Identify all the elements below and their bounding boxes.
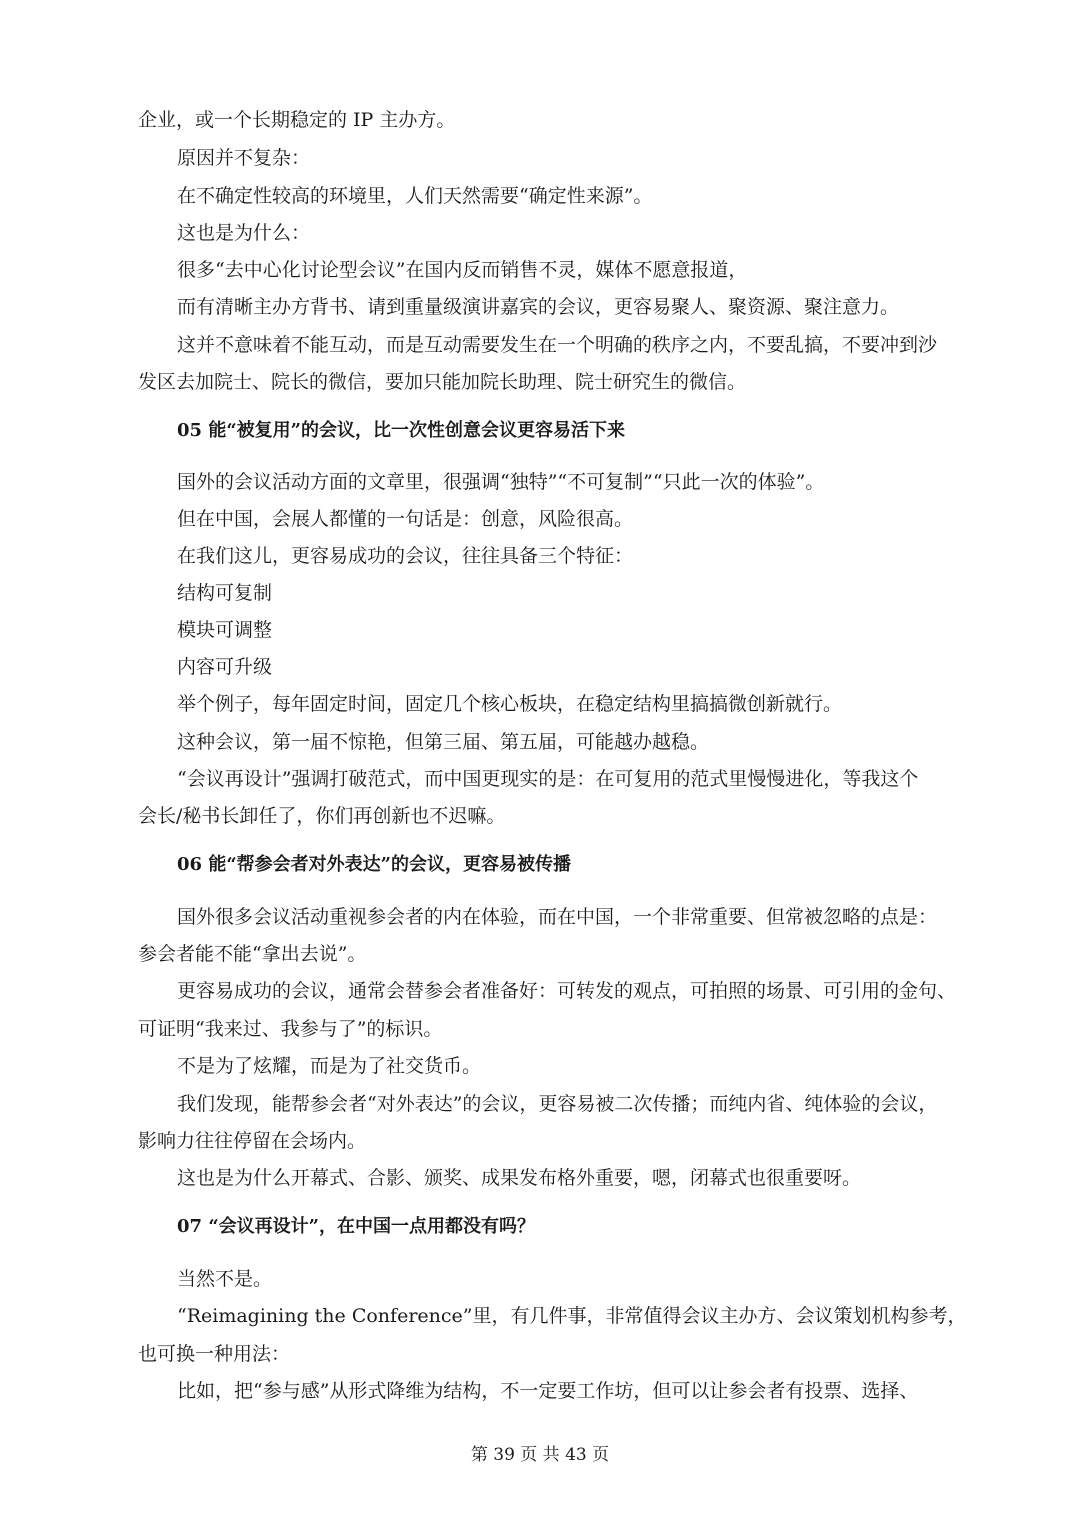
paragraph-line: 在我们这儿，更容易成功的会议，往往具备三个特征： <box>177 545 634 567</box>
paragraph-line: 这种会议，第一届不惊艳，但第三届、第五届，可能越办越稳。 <box>177 731 710 753</box>
section-heading: 05 能“被复用”的会议，比一次性创意会议更容易活下来 <box>177 420 626 441</box>
paragraph-line: 我们发现，能帮参会者“对外表达”的会议，更容易被二次传播；而纯内省、纯体验的会议， <box>177 1093 938 1115</box>
paragraph-line: 内容可升级 <box>177 656 273 678</box>
paragraph-line: 更容易成功的会议，通常会替参会者准备好：可转发的观点，可拍照的场景、可引用的金句、 <box>177 980 957 1002</box>
paragraph-line: 结构可复制 <box>177 582 273 604</box>
page-footer: 第 39 页 共 43 页 <box>470 1445 610 1465</box>
paragraph-line: 参会者能不能“拿出去说”。 <box>138 943 367 965</box>
paragraph-line: 在不确定性较高的环境里，人们天然需要“确定性来源”。 <box>177 185 653 207</box>
paragraph-line: 举个例子，每年固定时间，固定几个核心板块，在稳定结构里搞搞微创新就行。 <box>177 693 843 715</box>
paragraph-line: 会长/秘书长卸任了，你们再创新也不迟嘛。 <box>138 805 506 827</box>
paragraph-line: 可证明“我来过、我参与了”的标识。 <box>138 1018 443 1040</box>
paragraph-line: 影响力往往停留在会场内。 <box>138 1130 367 1152</box>
paragraph-line: 发区去加院士、院长的微信，要加只能加院长助理、院士研究生的微信。 <box>138 371 747 393</box>
paragraph-line: 也可换一种用法： <box>138 1343 291 1365</box>
paragraph-line: 不是为了炫耀，而是为了社交货币。 <box>177 1055 482 1077</box>
paragraph-line: 当然不是。 <box>177 1268 273 1290</box>
section-heading: 07 “会议再设计”，在中国一点用都没有吗？ <box>177 1216 536 1237</box>
paragraph-line: 而有清晰主办方背书、请到重量级演讲嘉宾的会议，更容易聚人、聚资源、聚注意力。 <box>177 296 900 318</box>
paragraph-line: 这也是为什么开幕式、合影、颁奖、成果发布格外重要，嗯，闭幕式也很重要呀。 <box>177 1167 862 1189</box>
section-heading: 06 能“帮参会者对外表达”的会议，更容易被传播 <box>177 854 572 875</box>
paragraph-line: 这也是为什么： <box>177 222 311 244</box>
paragraph-line: 原因并不复杂： <box>177 147 311 169</box>
paragraph-line: 比如，把“参与感”从形式降维为结构，不一定要工作坊，但可以让参会者有投票、选择、 <box>177 1380 919 1402</box>
paragraph-line: “Reimagining the Conference”里，有几件事，非常值得会议主办方、会议策划机构参考， <box>177 1305 967 1327</box>
paragraph-line: 但在中国，会展人都懂的一句话是：创意，风险很高。 <box>177 508 634 530</box>
paragraph-line: 很多“去中心化讨论型会议”在国内反而销售不灵，媒体不愿意报道， <box>177 259 748 281</box>
paragraph-line: 国外的会议活动方面的文章里，很强调“独特”“不可复制”“只此一次的体验”。 <box>177 471 825 493</box>
paragraph-line: 模块可调整 <box>177 619 273 641</box>
paragraph-line: 企业，或一个长期稳定的 IP 主办方。 <box>138 109 456 131</box>
paragraph-line: “会议再设计”强调打破范式，而中国更现实的是：在可复用的范式里慢慢进化，等我这个 <box>177 768 919 790</box>
paragraph-line: 这并不意味着不能互动，而是互动需要发生在一个明确的秩序之内，不要乱搞，不要冲到沙 <box>177 334 938 356</box>
paragraph-line: 国外很多会议活动重视参会者的内在体验，而在中国，一个非常重要、但常被忽略的点是： <box>177 906 938 928</box>
